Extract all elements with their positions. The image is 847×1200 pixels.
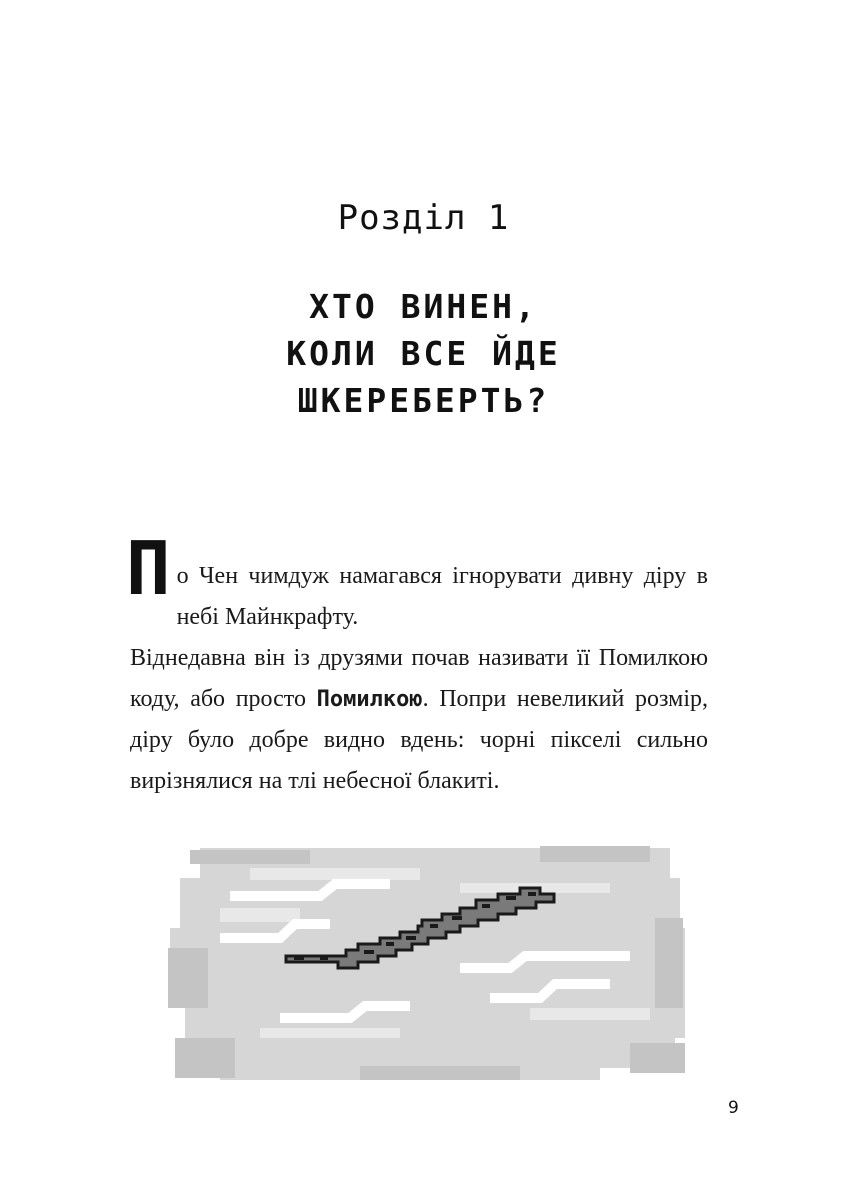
body-text — [126, 526, 708, 802]
paragraph-1 — [126, 526, 708, 638]
paragraph-2-start: Віднедавна він із друзями почав називати її Помилкою коду, або просто — [130, 645, 708, 712]
pixel-sky-crack-illustration — [160, 828, 700, 1090]
chapter-title-line-3: ШКЕРЕБЕРТЬ? — [297, 381, 550, 420]
chapter-label: Розділ 1 — [337, 198, 510, 238]
chapter-title-line-2: КОЛИ ВСЕ ЙДЕ — [286, 334, 561, 373]
paragraph-1-text: о Чен чимдуж намагався ігнорувати дивну діру в небі Майнкрафту. — [176, 563, 708, 630]
chapter-title — [0, 283, 847, 424]
paragraph-2 — [130, 638, 708, 802]
drop-cap: П — [126, 526, 171, 612]
chapter-title-line-1: ХТО ВИНЕН, — [309, 287, 538, 326]
page-number: 9 — [728, 1098, 739, 1118]
paragraph-2-end: . Попри невеликий розмір, діру було добре видно вдень: чорні пікселі сильно вирізнялися на тлі небесної блакиті. — [130, 686, 708, 794]
emphasis-word: Помилкою — [316, 687, 423, 712]
